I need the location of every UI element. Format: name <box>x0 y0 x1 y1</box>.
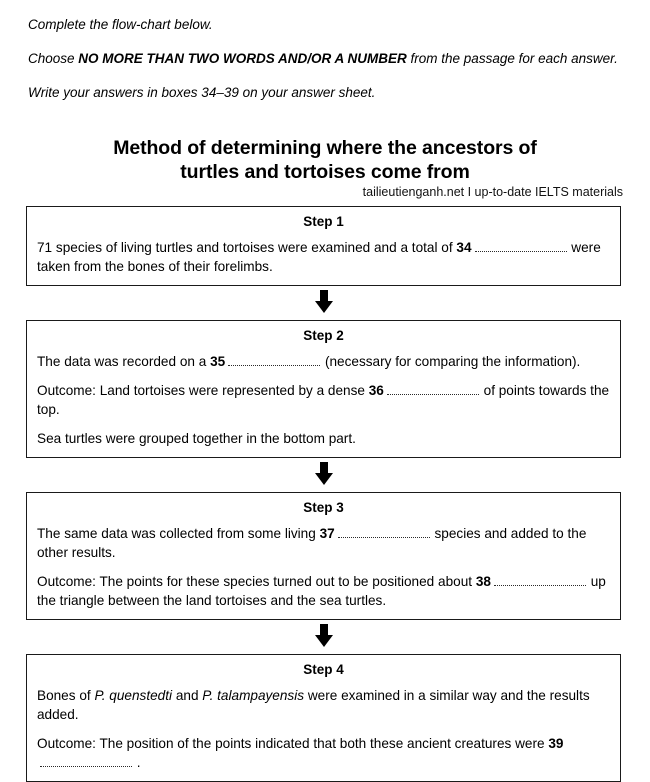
answer-blank[interactable] <box>475 246 567 252</box>
title-line-1: Method of determining where the ancestors of <box>113 137 537 159</box>
body-text: Outcome: Land tortoises were represented by a dense <box>37 383 369 398</box>
answer-blank[interactable] <box>494 580 586 586</box>
title-line-2: turtles and tortoises come from <box>180 161 470 183</box>
flow-connector <box>26 286 621 320</box>
flow-connector <box>26 620 621 654</box>
step-paragraph <box>37 429 610 448</box>
body-text: up the triangle between the land tortoises and the sea turtles. <box>37 574 606 608</box>
question-number: 34 <box>456 240 472 255</box>
step-heading: Step 2 <box>303 328 344 343</box>
answer-blank[interactable] <box>338 532 430 538</box>
question-number: 35 <box>210 354 226 369</box>
step-heading: Step 3 <box>303 500 344 515</box>
question-number: 38 <box>475 574 491 589</box>
step-paragraph <box>37 524 610 562</box>
body-text: 71 species of living turtles and tortoises were examined and a total of <box>37 240 457 255</box>
flowchart-title <box>0 136 650 184</box>
body-text: The data was recorded on a <box>37 354 211 369</box>
step-paragraph <box>37 238 610 276</box>
watermark-text: tailieutienganh.net I up-to-date IELTS materials <box>362 185 623 199</box>
step-box-4 <box>26 654 621 782</box>
instruction-line-1 <box>28 16 624 34</box>
body-text: . <box>133 755 141 770</box>
body-text: were taken from the bones of their forelimbs. <box>37 240 601 274</box>
step-heading: Step 1 <box>303 214 344 229</box>
instructions-block <box>28 16 624 102</box>
body-text: Outcome: The points for these species turned out to be positioned about <box>37 574 476 589</box>
arrow-head <box>315 635 333 647</box>
step-heading: Step 4 <box>303 662 344 677</box>
step-paragraph <box>37 686 610 724</box>
flowchart-container <box>26 206 621 782</box>
body-text: species and added to the other results. <box>37 526 587 560</box>
arrow-head <box>315 301 333 313</box>
body-text: (necessary for comparing the information). <box>321 354 581 369</box>
answer-blank[interactable] <box>40 761 132 767</box>
body-text: and <box>172 688 203 703</box>
instruction-line-2 <box>28 50 624 68</box>
step-paragraph <box>37 352 610 371</box>
question-number: 37 <box>319 526 335 541</box>
instruction-text: Complete the flow-chart below. <box>28 17 213 32</box>
step-paragraph <box>37 572 610 610</box>
instruction-text-tail: from the passage for each answer. <box>406 51 618 66</box>
species-name: P. quenstedti <box>94 688 173 703</box>
body-text: The same data was collected from some living <box>37 526 320 541</box>
step-paragraph <box>37 381 610 419</box>
answer-blank[interactable] <box>228 360 320 366</box>
step-box-1 <box>26 206 621 286</box>
body-text: Sea turtles were grouped together in the bottom part. <box>37 431 356 446</box>
answer-blank[interactable] <box>387 389 479 395</box>
instruction-line-3 <box>28 84 624 102</box>
question-number: 39 <box>548 736 564 751</box>
step-box-2 <box>26 320 621 458</box>
body-text: were examined in a similar way and the results added. <box>37 688 590 722</box>
flow-connector <box>26 458 621 492</box>
body-text: Outcome: The position of the points indicated that both these ancient creatures were <box>37 736 549 751</box>
step-box-3 <box>26 492 621 620</box>
question-number: 36 <box>368 383 384 398</box>
instruction-text: Write your answers in boxes 34–39 on your answer sheet. <box>28 85 376 100</box>
body-text: of points towards the top. <box>37 383 610 417</box>
species-name: P. talampayensis <box>202 688 305 703</box>
instruction-text: Choose <box>28 51 79 66</box>
body-text: Bones of <box>37 688 95 703</box>
instruction-emphasis: NO MORE THAN TWO WORDS AND/OR A NUMBER <box>78 51 407 66</box>
step-paragraph <box>37 734 610 772</box>
arrow-head <box>315 473 333 485</box>
